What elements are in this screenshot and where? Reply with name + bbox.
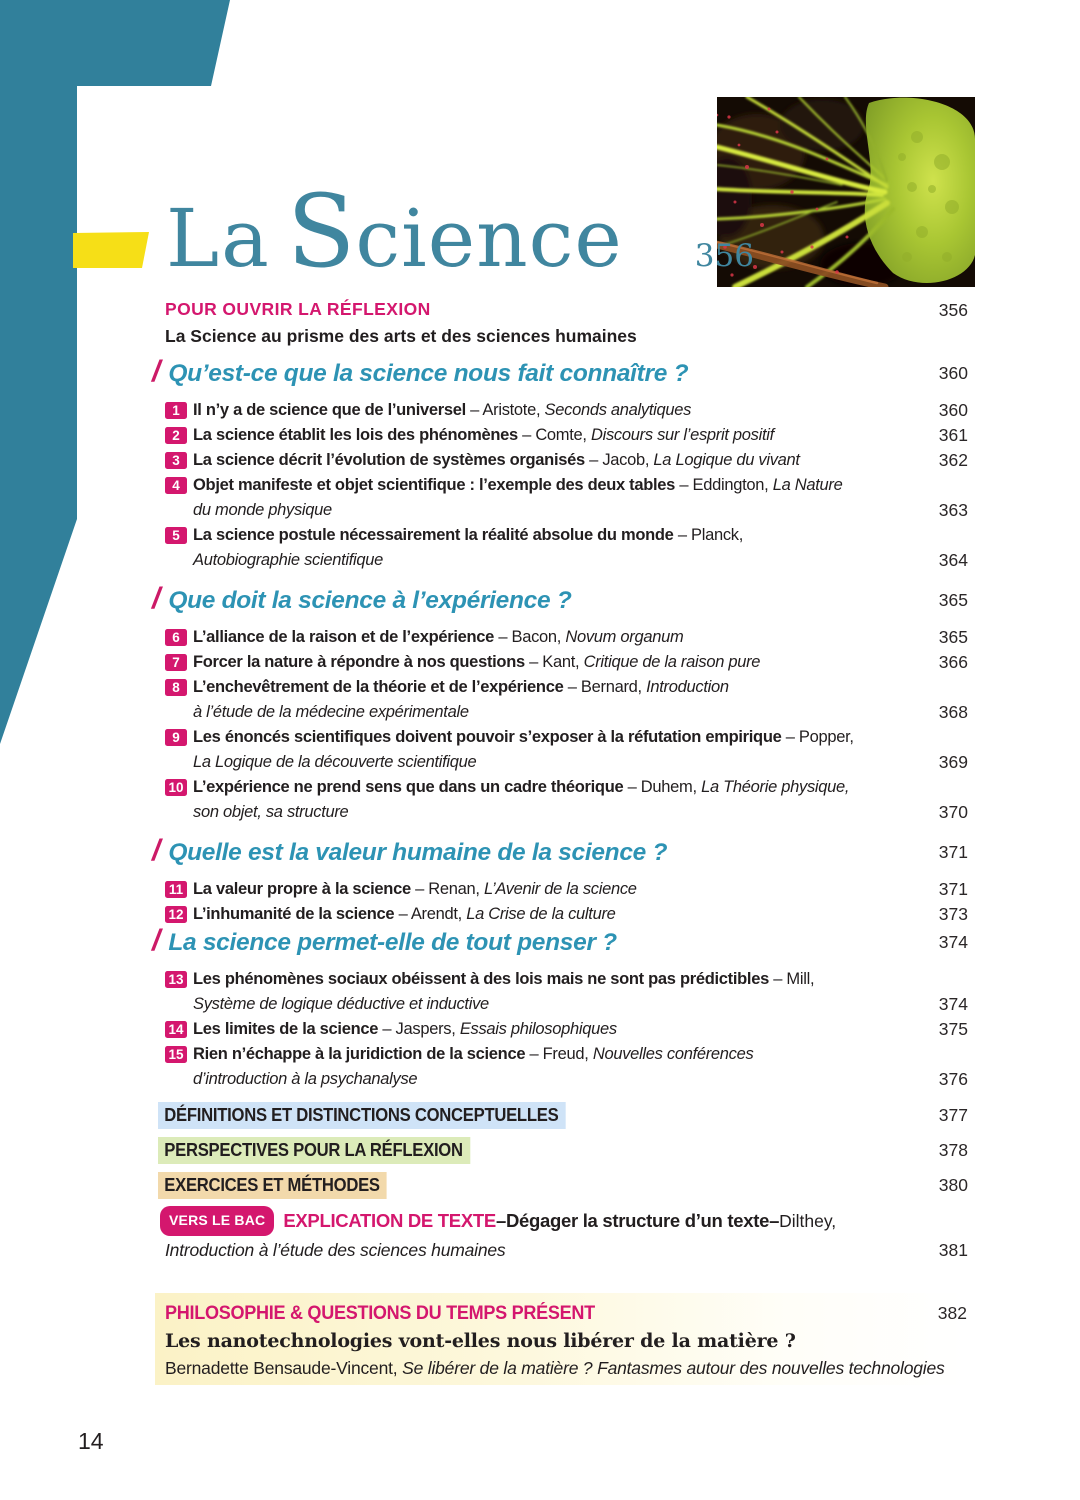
bac-text [165, 1208, 920, 1263]
item-title: Il n’y a de science que de l’universel [193, 401, 466, 419]
toc-item [165, 675, 968, 725]
item-work: L’Avenir de la science [483, 880, 637, 898]
item-text [193, 1017, 920, 1042]
bac-line1 [165, 1208, 920, 1238]
bac-row [165, 1208, 968, 1263]
item-page: 371 [938, 879, 968, 899]
extra-page: 378 [938, 1140, 968, 1160]
section-heading: Qu’est-ce que la science nous fait connaître ? [168, 360, 689, 387]
section-heading-row [152, 924, 968, 957]
section-items [165, 967, 968, 1092]
toc-section [152, 834, 968, 927]
section-page: 360 [938, 363, 968, 383]
item-author: – Jaspers, [378, 1020, 460, 1038]
feature-question: Les nanotechnologies vont-elles nous libérer de la matière ? [165, 1330, 796, 1352]
chapter-title-rest: cience [355, 192, 623, 285]
bac-dash1: – [495, 1210, 506, 1231]
toc-item [165, 902, 968, 927]
toc-item [165, 725, 968, 775]
item-line1 [193, 902, 920, 927]
item-work: La Crise de la culture [466, 905, 616, 923]
item-number-badge: 7 [165, 654, 187, 671]
section-heading-left [152, 355, 920, 388]
bac-dash2: – [769, 1210, 780, 1231]
item-line2 [193, 498, 920, 523]
item-text [193, 398, 920, 423]
item-work-continued: Autobiographie scientifique [193, 551, 384, 569]
extras-list [165, 1102, 968, 1199]
section-heading-row [152, 582, 968, 615]
item-title: Rien n’échappe à la juridiction de la science [193, 1045, 526, 1063]
item-author: – Aristote, [465, 401, 545, 419]
item-author: – Planck, [673, 526, 744, 544]
feature-author: Bernadette Bensaude-Vincent, [165, 1358, 403, 1378]
yellow-accent-bar [73, 232, 149, 268]
item-text [193, 523, 920, 573]
toc-item [165, 423, 968, 448]
toc-item [165, 775, 968, 825]
item-text [193, 775, 920, 825]
extra-page: 377 [938, 1105, 968, 1125]
extra-page: 380 [938, 1175, 968, 1195]
item-line2 [193, 750, 920, 775]
item-work: Essais philosophiques [459, 1020, 617, 1038]
item-number-badge: 9 [165, 729, 187, 746]
extra-label: EXERCICES ET MÉTHODES [158, 1172, 387, 1199]
item-number-badge: 14 [165, 1021, 187, 1038]
item-text [193, 448, 920, 473]
item-line2 [193, 800, 920, 825]
section-slash-icon: / [152, 834, 161, 867]
toc-item [165, 1017, 968, 1042]
item-work-continued: Système de logique déductive et inductive [193, 995, 489, 1013]
item-work: La Théorie physique, [701, 778, 850, 796]
item-line2 [193, 1067, 920, 1092]
item-line1 [193, 725, 920, 750]
section-items [165, 398, 968, 573]
feature-work: Se libérer de la matière ? Fantasmes autour des nouvelles technologies [402, 1358, 945, 1378]
item-number-badge: 1 [165, 402, 187, 419]
section-page: 374 [938, 932, 968, 952]
item-author: – Renan, [410, 880, 484, 898]
item-page: 368 [938, 702, 968, 722]
bac-page: 381 [938, 1240, 968, 1260]
item-line1 [193, 523, 920, 548]
item-work: Seconds analytiques [544, 401, 692, 419]
item-number-badge: 3 [165, 452, 187, 469]
item-work: La Logique du vivant [653, 451, 800, 469]
intro-subtitle: La Science au prisme des arts et des sciences humaines [165, 326, 637, 346]
item-page: 362 [938, 450, 968, 470]
item-text [193, 650, 920, 675]
item-page: 365 [938, 627, 968, 647]
section-page: 365 [938, 590, 968, 610]
bac-exercise: Dégager la structure d’un texte [505, 1210, 770, 1231]
item-work-continued: du monde physique [193, 501, 332, 519]
toc-sections [152, 355, 968, 1092]
item-text [193, 725, 920, 775]
table-of-contents [152, 299, 968, 1263]
item-line1 [193, 650, 920, 675]
item-page: 369 [938, 752, 968, 772]
item-work-continued: d’introduction à la psychanalyse [193, 1070, 418, 1088]
toc-item [165, 523, 968, 573]
toc-item [165, 448, 968, 473]
item-title: Forcer la nature à répondre à nos questions [193, 653, 525, 671]
item-line1 [193, 1042, 920, 1067]
item-number-badge: 6 [165, 629, 187, 646]
bac-work: Introduction à l’étude des sciences humaines [165, 1240, 506, 1260]
item-line1 [193, 877, 920, 902]
item-line1 [193, 775, 920, 800]
item-line1 [193, 448, 920, 473]
neurons-photo [717, 97, 975, 287]
item-page: 361 [938, 425, 968, 445]
chapter-title-initial: S [286, 173, 356, 290]
toc-item [165, 1042, 968, 1092]
item-title: La valeur propre à la science [193, 880, 411, 898]
item-title: L’inhumanité de la science [193, 905, 395, 923]
section-items [165, 625, 968, 825]
toc-item [165, 625, 968, 650]
toc-item [165, 398, 968, 423]
item-number-badge: 5 [165, 527, 187, 544]
item-text [193, 967, 920, 1017]
item-text [193, 902, 920, 927]
item-work-continued: La Logique de la découverte scientifique [193, 753, 477, 771]
section-heading-row [152, 834, 968, 867]
toc-item [165, 650, 968, 675]
item-page: 373 [938, 904, 968, 924]
item-line2 [193, 992, 920, 1017]
intro-label: POUR OUVRIR LA RÉFLEXION [165, 299, 431, 319]
item-text [193, 1042, 920, 1092]
item-page: 376 [938, 1069, 968, 1089]
item-work: Introduction [646, 678, 729, 696]
item-work: Discours sur l’esprit positif [591, 426, 774, 444]
section-heading-left [152, 834, 920, 867]
item-number-badge: 11 [165, 881, 187, 898]
item-title: La science établit les lois des phénomènes [193, 426, 518, 444]
item-number-badge: 15 [165, 1046, 187, 1063]
item-title: Les limites de la science [193, 1020, 379, 1038]
section-items [165, 877, 968, 927]
item-line2 [193, 700, 920, 725]
section-slash-icon: / [152, 924, 161, 957]
chapter-start-page: 356 [694, 238, 754, 274]
item-work: Nouvelles conférences [592, 1045, 754, 1063]
item-author: – Kant, [524, 653, 584, 671]
item-title: La science postule nécessairement la réalité absolue du monde [193, 526, 674, 544]
extra-row [165, 1102, 968, 1129]
bac-category: EXPLICATION DE TEXTE [283, 1210, 496, 1231]
item-number-badge: 13 [165, 971, 187, 988]
extra-row [165, 1172, 968, 1199]
toc-section [152, 355, 968, 573]
item-line2 [193, 548, 920, 573]
toc-item [165, 877, 968, 902]
item-title: Les phénomènes sociaux obéissent à des lois mais ne sont pas prédictibles [193, 970, 769, 988]
extra-label: PERSPECTIVES POUR LA RÉFLEXION [158, 1137, 470, 1164]
item-line1 [193, 1017, 920, 1042]
item-number-badge: 8 [165, 679, 187, 696]
item-author: – Freud, [525, 1045, 593, 1063]
item-work: La Nature [772, 476, 843, 494]
bac-author: Dilthey, [779, 1211, 837, 1231]
item-page: 375 [938, 1019, 968, 1039]
section-heading: Que doit la science à l’expérience ? [168, 587, 572, 614]
toc-item [165, 967, 968, 1017]
section-heading-left [152, 924, 920, 957]
section-heading-left [152, 582, 920, 615]
item-number-badge: 4 [165, 477, 187, 494]
item-text [193, 625, 920, 650]
item-page: 360 [938, 400, 968, 420]
item-author: – Bernard, [563, 678, 647, 696]
section-heading-row [152, 355, 968, 388]
item-page: 366 [938, 652, 968, 672]
item-line1 [193, 423, 920, 448]
feature-page: 382 [937, 1303, 967, 1323]
item-work: Novum organum [565, 628, 684, 646]
item-number-badge: 2 [165, 427, 187, 444]
item-number-badge: 10 [165, 779, 187, 796]
intro-row [165, 300, 968, 321]
item-author: – Bacon, [494, 628, 566, 646]
item-work: Critique de la raison pure [583, 653, 761, 671]
chapter-title-prefix: La [166, 192, 271, 285]
item-text [193, 675, 920, 725]
item-page: 364 [938, 550, 968, 570]
item-work-continued: son objet, sa structure [193, 803, 349, 821]
section-page: 371 [938, 842, 968, 862]
item-text [193, 473, 920, 523]
item-line1 [193, 473, 920, 498]
section-slash-icon: / [152, 355, 161, 388]
item-title: Les énoncés scientifiques doivent pouvoir s’exposer à la réfutation empirique [193, 728, 782, 746]
item-line1 [193, 625, 920, 650]
toc-section [152, 582, 968, 825]
item-author: – Jacob, [584, 451, 654, 469]
item-author: – Arendt, [394, 905, 467, 923]
item-number-badge: 12 [165, 906, 187, 923]
item-author: – Mill, [768, 970, 815, 988]
item-author: – Comte, [517, 426, 591, 444]
extra-label: DÉFINITIONS ET DISTINCTIONS CONCEPTUELLES [158, 1102, 566, 1129]
feature-box [155, 1293, 967, 1385]
item-author: – Popper, [781, 728, 854, 746]
item-text [193, 423, 920, 448]
item-title: La science décrit l’évolution de systèmes organisés [193, 451, 585, 469]
feature-author-line [165, 1358, 967, 1379]
feature-label: PHILOSOPHIE & QUESTIONS DU TEMPS PRÉSENT [165, 1303, 595, 1324]
item-title: L’enchevêtrement de la théorie et de l’expérience [193, 678, 564, 696]
item-page: 374 [938, 994, 968, 1014]
section-heading: Quelle est la valeur humaine de la science ? [168, 839, 668, 866]
item-line1 [193, 967, 920, 992]
item-author: – Duhem, [623, 778, 702, 796]
chapter-banner [166, 173, 754, 290]
item-title: L’expérience ne prend sens que dans un cadre théorique [193, 778, 624, 796]
section-heading: La science permet-elle de tout penser ? [168, 929, 617, 956]
section-slash-icon: / [152, 582, 161, 615]
item-title: L’alliance de la raison et de l’expérience [193, 628, 495, 646]
item-work-continued: à l’étude de la médecine expérimentale [193, 703, 469, 721]
extra-row [165, 1137, 968, 1164]
toc-item [165, 473, 968, 523]
feature-label-row [165, 1303, 967, 1324]
vers-le-bac-badge: VERS LE BAC [160, 1206, 274, 1236]
intro-page: 356 [938, 300, 968, 320]
item-title: Objet manifeste et objet scientifique : l’exemple des deux tables [193, 476, 676, 494]
item-page: 363 [938, 500, 968, 520]
folio-page-number: 14 [78, 1428, 104, 1454]
item-author: – Eddington, [675, 476, 773, 494]
item-page: 370 [938, 802, 968, 822]
item-line1 [193, 398, 920, 423]
item-text [193, 877, 920, 902]
item-line1 [193, 675, 920, 700]
toc-section [152, 924, 968, 1092]
